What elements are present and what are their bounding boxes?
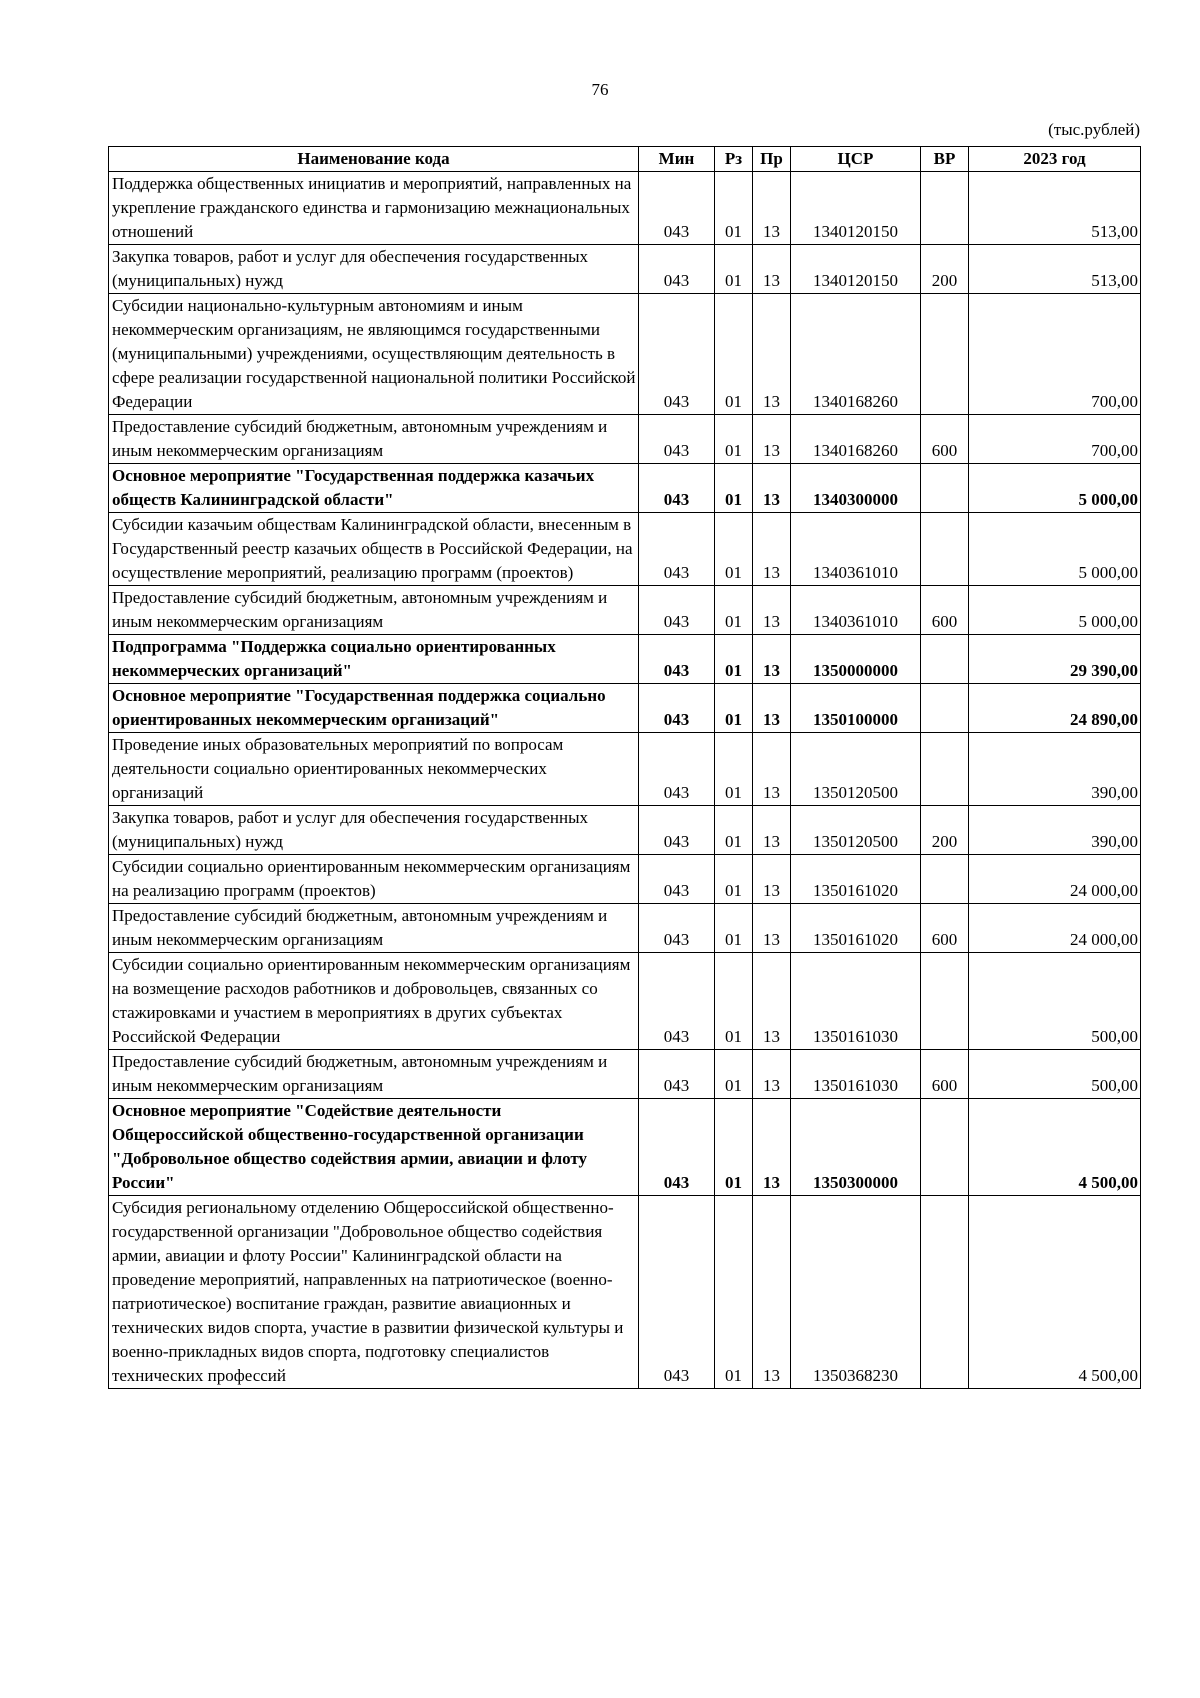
table-row	[109, 245, 1141, 294]
table-row	[109, 953, 1141, 1050]
cell-csr: 1340361010	[791, 586, 921, 635]
cell-vr: 600	[921, 586, 969, 635]
header-min: Мин	[639, 147, 715, 172]
cell-name: Проведение иных образовательных мероприятий по вопросам деятельности социально ориентированных некоммерческих организаций	[109, 733, 639, 806]
cell-csr: 1340120150	[791, 245, 921, 294]
cell-vr: 200	[921, 245, 969, 294]
cell-amount: 500,00	[969, 953, 1141, 1050]
cell-name: Предоставление субсидий бюджетным, автономным учреждениям и иным некоммерческим организациям	[109, 1050, 639, 1099]
cell-amount: 4 500,00	[969, 1196, 1141, 1389]
cell-pr: 13	[753, 855, 791, 904]
cell-rz: 01	[715, 586, 753, 635]
cell-amount: 513,00	[969, 245, 1141, 294]
cell-min: 043	[639, 1099, 715, 1196]
cell-vr: 600	[921, 1050, 969, 1099]
cell-csr: 1350161030	[791, 953, 921, 1050]
table-row	[109, 855, 1141, 904]
cell-name: Субсидии национально-культурным автономиям и иным некоммерческим организациям, не являющимся государственными (муниципальными) учреждениями, осуществляющим деятельность в сфере реализации государственной национальной политики Российской Федерации	[109, 294, 639, 415]
cell-pr: 13	[753, 684, 791, 733]
cell-vr	[921, 464, 969, 513]
cell-amount: 5 000,00	[969, 586, 1141, 635]
table-row	[109, 513, 1141, 586]
header-csr: ЦСР	[791, 147, 921, 172]
cell-pr: 13	[753, 586, 791, 635]
cell-name: Подпрограмма "Поддержка социально ориентированных некоммерческих организаций"	[109, 635, 639, 684]
table-header-row	[109, 147, 1141, 172]
cell-amount: 5 000,00	[969, 513, 1141, 586]
cell-name: Закупка товаров, работ и услуг для обеспечения государственных (муниципальных) нужд	[109, 806, 639, 855]
cell-rz: 01	[715, 1196, 753, 1389]
table-row	[109, 464, 1141, 513]
table-row	[109, 415, 1141, 464]
cell-vr	[921, 635, 969, 684]
cell-min: 043	[639, 806, 715, 855]
cell-amount: 700,00	[969, 415, 1141, 464]
cell-amount: 390,00	[969, 806, 1141, 855]
cell-rz: 01	[715, 464, 753, 513]
cell-csr: 1350300000	[791, 1099, 921, 1196]
cell-pr: 13	[753, 415, 791, 464]
cell-rz: 01	[715, 294, 753, 415]
cell-rz: 01	[715, 635, 753, 684]
cell-amount: 500,00	[969, 1050, 1141, 1099]
cell-name: Субсидия региональному отделению Общероссийской общественно-государственной организации "Добровольное общество содействия армии, авиации и флоту России" Калининградской области на проведение мероприятий, направленных на патриотическое (военно-патриотическое) воспитание граждан, развитие авиационных и технических видов спорта, участие в развитии физической культуры и военно-прикладных видов спорта, подготовку специалистов технических профессий	[109, 1196, 639, 1389]
table-row	[109, 635, 1141, 684]
table-row	[109, 904, 1141, 953]
table-row	[109, 1050, 1141, 1099]
cell-csr: 1350161020	[791, 904, 921, 953]
cell-rz: 01	[715, 684, 753, 733]
cell-vr	[921, 684, 969, 733]
cell-rz: 01	[715, 1050, 753, 1099]
table-row	[109, 733, 1141, 806]
cell-amount: 29 390,00	[969, 635, 1141, 684]
cell-name: Основное мероприятие "Государственная поддержка казачьих обществ Калининградской области"	[109, 464, 639, 513]
cell-name: Предоставление субсидий бюджетным, автономным учреждениям и иным некоммерческим организациям	[109, 415, 639, 464]
cell-min: 043	[639, 245, 715, 294]
cell-amount: 390,00	[969, 733, 1141, 806]
table-row	[109, 586, 1141, 635]
cell-amount: 24 000,00	[969, 904, 1141, 953]
cell-csr: 1350100000	[791, 684, 921, 733]
header-rz: Рз	[715, 147, 753, 172]
cell-csr: 1340300000	[791, 464, 921, 513]
cell-min: 043	[639, 513, 715, 586]
cell-pr: 13	[753, 294, 791, 415]
cell-rz: 01	[715, 1099, 753, 1196]
header-vr: ВР	[921, 147, 969, 172]
table-body	[109, 172, 1141, 1389]
cell-pr: 13	[753, 464, 791, 513]
cell-pr: 13	[753, 1050, 791, 1099]
cell-vr	[921, 172, 969, 245]
cell-rz: 01	[715, 513, 753, 586]
cell-pr: 13	[753, 953, 791, 1050]
cell-name: Субсидии социально ориентированным некоммерческим организациям на реализацию программ (проектов)	[109, 855, 639, 904]
cell-rz: 01	[715, 245, 753, 294]
cell-vr	[921, 855, 969, 904]
cell-min: 043	[639, 635, 715, 684]
cell-csr: 1340168260	[791, 415, 921, 464]
table-row	[109, 806, 1141, 855]
cell-pr: 13	[753, 172, 791, 245]
cell-vr	[921, 1196, 969, 1389]
cell-name: Предоставление субсидий бюджетным, автономным учреждениям и иным некоммерческим организациям	[109, 586, 639, 635]
table-row	[109, 172, 1141, 245]
cell-min: 043	[639, 855, 715, 904]
cell-min: 043	[639, 1050, 715, 1099]
header-pr: Пр	[753, 147, 791, 172]
cell-csr: 1340168260	[791, 294, 921, 415]
cell-amount: 24 890,00	[969, 684, 1141, 733]
cell-pr: 13	[753, 245, 791, 294]
cell-min: 043	[639, 464, 715, 513]
cell-rz: 01	[715, 855, 753, 904]
cell-rz: 01	[715, 415, 753, 464]
cell-pr: 13	[753, 1196, 791, 1389]
cell-name: Предоставление субсидий бюджетным, автономным учреждениям и иным некоммерческим организациям	[109, 904, 639, 953]
cell-csr: 1350000000	[791, 635, 921, 684]
cell-min: 043	[639, 1196, 715, 1389]
cell-min: 043	[639, 953, 715, 1050]
cell-csr: 1340361010	[791, 513, 921, 586]
header-year: 2023 год	[969, 147, 1141, 172]
budget-table	[108, 146, 1141, 1389]
cell-vr	[921, 294, 969, 415]
cell-rz: 01	[715, 733, 753, 806]
cell-name: Субсидии казачьим обществам Калининградской области, внесенным в Государственный реестр казачьих обществ в Российской Федерации, на осуществление мероприятий, реализацию программ (проектов)	[109, 513, 639, 586]
cell-csr: 1350368230	[791, 1196, 921, 1389]
header-name: Наименование кода	[109, 147, 639, 172]
cell-name: Основное мероприятие "Государственная поддержка социально ориентированных некоммерческим организаций"	[109, 684, 639, 733]
cell-pr: 13	[753, 806, 791, 855]
page-number: 76	[591, 80, 609, 99]
cell-amount: 4 500,00	[969, 1099, 1141, 1196]
cell-csr: 1350161020	[791, 855, 921, 904]
cell-pr: 13	[753, 1099, 791, 1196]
cell-vr: 600	[921, 904, 969, 953]
cell-vr	[921, 733, 969, 806]
cell-pr: 13	[753, 635, 791, 684]
cell-amount: 5 000,00	[969, 464, 1141, 513]
cell-min: 043	[639, 415, 715, 464]
cell-min: 043	[639, 586, 715, 635]
cell-name: Поддержка общественных инициатив и мероприятий, направленных на укрепление гражданского единства и гармонизацию межнациональных отношений	[109, 172, 639, 245]
cell-min: 043	[639, 733, 715, 806]
cell-name: Основное мероприятие "Содействие деятельности Общероссийской общественно-государственной организации "Добровольное общество содействия армии, авиации и флоту России"	[109, 1099, 639, 1196]
cell-vr: 200	[921, 806, 969, 855]
cell-csr: 1350120500	[791, 733, 921, 806]
cell-vr	[921, 513, 969, 586]
cell-pr: 13	[753, 904, 791, 953]
cell-rz: 01	[715, 806, 753, 855]
cell-csr: 1350120500	[791, 806, 921, 855]
cell-vr: 600	[921, 415, 969, 464]
cell-pr: 13	[753, 733, 791, 806]
cell-amount: 24 000,00	[969, 855, 1141, 904]
cell-rz: 01	[715, 953, 753, 1050]
table-row	[109, 1099, 1141, 1196]
cell-rz: 01	[715, 172, 753, 245]
cell-name: Закупка товаров, работ и услуг для обеспечения государственных (муниципальных) нужд	[109, 245, 639, 294]
cell-min: 043	[639, 294, 715, 415]
cell-pr: 13	[753, 513, 791, 586]
units-label: (тыс.рублей)	[1048, 120, 1140, 139]
cell-csr: 1350161030	[791, 1050, 921, 1099]
table-row	[109, 294, 1141, 415]
cell-min: 043	[639, 904, 715, 953]
cell-rz: 01	[715, 904, 753, 953]
table-row	[109, 1196, 1141, 1389]
cell-name: Субсидии социально ориентированным некоммерческим организациям на возмещение расходов работников и добровольцев, связанных со стажировками и участием в мероприятиях в других субъектах Российской Федерации	[109, 953, 639, 1050]
cell-amount: 513,00	[969, 172, 1141, 245]
cell-vr	[921, 1099, 969, 1196]
cell-min: 043	[639, 172, 715, 245]
cell-min: 043	[639, 684, 715, 733]
table-row	[109, 684, 1141, 733]
cell-amount: 700,00	[969, 294, 1141, 415]
cell-vr	[921, 953, 969, 1050]
cell-csr: 1340120150	[791, 172, 921, 245]
